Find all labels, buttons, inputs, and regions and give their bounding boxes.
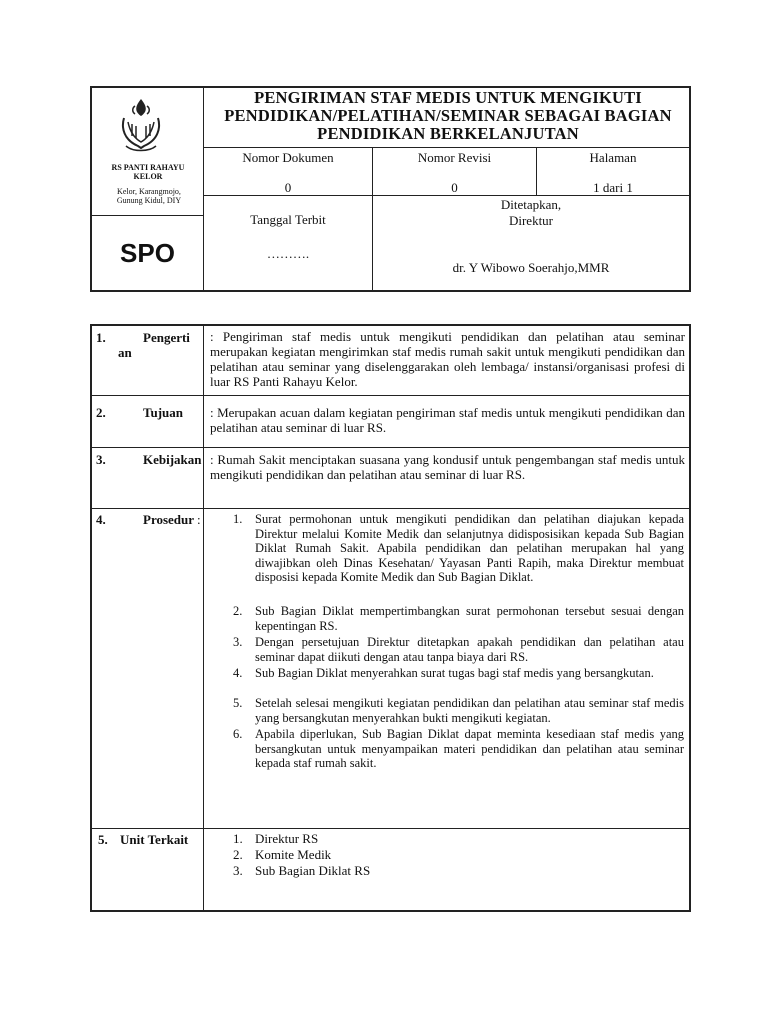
unit-item-text: Komite Medik bbox=[255, 847, 332, 862]
unit-item-text: Sub Bagian Diklat RS bbox=[255, 863, 371, 878]
step-number: 1. bbox=[233, 512, 243, 526]
tanggal-terbit-value: ………. bbox=[266, 246, 310, 261]
org-address: Kelor, Karangmojo, Gunung Kidul, DIY bbox=[116, 187, 182, 205]
section-number-tujuan: 2. bbox=[96, 405, 106, 420]
unit-item-text: Direktur RS bbox=[255, 831, 319, 846]
halaman-value: 1 dari 1 bbox=[593, 180, 633, 195]
ditetapkan-label: Ditetapkan, bbox=[500, 197, 562, 212]
unit-item-number: 1. bbox=[233, 831, 243, 846]
section-number-unit-terkait: 5. bbox=[98, 832, 108, 847]
halaman-label: Halaman bbox=[589, 150, 637, 165]
doc-type-label: SPO bbox=[120, 238, 175, 268]
nomor-dokumen-label: Nomor Dokumen bbox=[242, 150, 334, 165]
step-number: 5. bbox=[233, 696, 243, 710]
signatory-name: dr. Y Wibowo Soerahjo,MMR bbox=[452, 260, 610, 275]
section-number-pengertian: 1. bbox=[96, 330, 106, 345]
document-title: PENGIRIMAN STAF MEDIS UNTUK MENGIKUTI PENDIDIKAN/PELATIHAN/SEMINAR SEBAGAI BAGIAN PENDIDIKAN BERKELANJUTAN bbox=[224, 88, 672, 143]
step-text: Setelah selesai mengikuti kegiatan pendidikan dan pelatihan atau seminar staf medis yang bersangkutan menyerahkan bukti mengikuti kegiatan. bbox=[255, 696, 684, 725]
section-colon-prosedur: : bbox=[197, 512, 201, 527]
unit-item-number: 3. bbox=[233, 863, 243, 878]
nomor-dokumen-value: 0 bbox=[284, 180, 292, 195]
direktur-label: Direktur bbox=[508, 213, 554, 228]
nomor-revisi-value: 0 bbox=[451, 180, 458, 195]
section-text-tujuan: : Merupakan acuan dalam kegiatan pengiriman staf medis untuk mengikuti pendidikan dan pelatihan atau seminar di luar RS. bbox=[210, 405, 685, 435]
org-name: RS PANTI RAHAYU KELOR bbox=[111, 163, 185, 181]
step-text: Sub Bagian Diklat mempertimbangkan surat permohonan tersebut sesuai dengan kepentingan RS. bbox=[255, 604, 684, 633]
section-label-kebijakan: Kebijakan bbox=[143, 452, 202, 467]
step-number: 3. bbox=[233, 635, 243, 649]
section-label-unit-terkait: Unit Terkait bbox=[120, 832, 189, 847]
step-text: Dengan persetujuan Direktur ditetapkan apakah pendidikan dan pelatihan atau seminar dapat diikuti dengan atau tanpa biaya dari RS. bbox=[255, 635, 684, 664]
section-label-pengertian-cont: an bbox=[118, 345, 132, 360]
tanggal-terbit-label: Tanggal Terbit bbox=[250, 212, 326, 227]
step-number: 6. bbox=[233, 727, 243, 741]
step-text: Apabila diperlukan, Sub Bagian Diklat dapat meminta kesediaan staf medis yang bersangkutan untuk menyampaikan materi pendidikan dan pelatihan atau seminar kepada staf rumah sakit. bbox=[255, 727, 684, 770]
step-text: Sub Bagian Diklat menyerahkan surat tugas bagi staf medis yang bersangkutan. bbox=[255, 666, 654, 680]
section-label-prosedur: Prosedur bbox=[143, 512, 195, 527]
unit-item-number: 2. bbox=[233, 847, 243, 862]
section-label-pengertian: Pengerti bbox=[143, 330, 190, 345]
step-text: Surat permohonan untuk mengikuti pendidikan dan pelatihan diajukan kepada Direktur melalui Komite Medik dan selanjutnya didisposisikan kepada Sub Bagian Diklat Rumah Sakit. Apabila pendidikan dan pelatihan merupakan hal yang diwajibkan oleh Dinas Kesehatan/ Yayasan Panti Rapih, maka Direktur membuat disposisi kepada Komite Medik dan Sub Bagian Diklat. bbox=[255, 512, 684, 584]
nomor-revisi-label: Nomor Revisi bbox=[417, 150, 492, 165]
step-number: 4. bbox=[233, 666, 243, 680]
section-text-pengertian: : Pengiriman staf medis untuk mengikuti pendidikan dan pelatihan atau seminar merupakan kegiatan mengirimkan staf medis rumah sakit untuk mengikuti pendidikan dan pelatihan atau seminar yang diselenggarakan oleh lembaga/ instansi/organisasi profesi di luar RS Panti Rahayu Kelor. bbox=[210, 329, 685, 389]
hospital-logo bbox=[118, 96, 164, 154]
section-text-kebijakan: : Rumah Sakit menciptakan suasana yang kondusif untuk pengembangan staf medis untuk mengikuti pendidikan dan pelatihan atau seminar di luar RS. bbox=[210, 452, 685, 482]
section-label-tujuan: Tujuan bbox=[143, 405, 183, 420]
step-number: 2. bbox=[233, 604, 243, 618]
section-number-prosedur: 4. bbox=[96, 512, 106, 527]
section-number-kebijakan: 3. bbox=[96, 452, 106, 467]
